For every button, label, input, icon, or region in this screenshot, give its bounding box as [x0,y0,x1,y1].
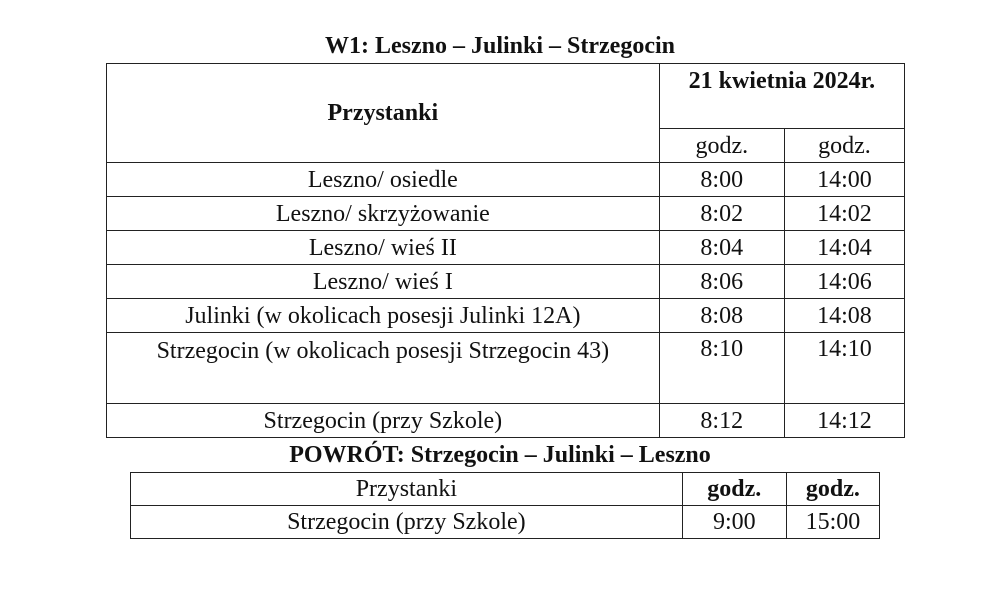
departure-time: 14:02 [784,197,904,231]
header-time-1: godz. [659,129,784,163]
departure-time: 15:00 [786,506,879,539]
departure-time: 9:00 [682,506,786,539]
departure-time: 8:10 [659,333,784,404]
departure-time: 8:12 [659,404,784,438]
stop-name: Strzegocin (w okolicach posesji Strzegocin 43) [107,333,660,404]
stop-name: Strzegocin (przy Szkole) [131,506,683,539]
return-timetable [130,472,880,539]
departure-time: 14:12 [784,404,904,438]
header-stops: Przystanki [107,64,660,163]
header-time-1: godz. [682,473,786,506]
table-row [107,231,905,265]
departure-time: 14:10 [784,333,904,404]
departure-time: 8:08 [659,299,784,333]
departure-time: 8:06 [659,265,784,299]
header-time-2: godz. [784,129,904,163]
stop-name: Julinki (w okolicach posesji Julinki 12A) [107,299,660,333]
departure-time: 14:06 [784,265,904,299]
departure-time: 14:04 [784,231,904,265]
table-row [107,299,905,333]
departure-time: 8:04 [659,231,784,265]
departure-time: 8:00 [659,163,784,197]
stop-name: Leszno/ wieś II [107,231,660,265]
stop-name: Strzegocin (przy Szkole) [107,404,660,438]
table-row [107,333,905,404]
return-title: POWRÓT: Strzegocin – Julinki – Leszno [289,442,711,468]
header-time-2: godz. [786,473,879,506]
table-row [131,506,880,539]
outbound-header-row [107,64,905,129]
departure-time: 8:02 [659,197,784,231]
stop-name: Leszno/ skrzyżowanie [107,197,660,231]
return-header-row [131,473,880,506]
table-row [107,404,905,438]
departure-time: 14:00 [784,163,904,197]
stop-name: Leszno/ osiedle [107,163,660,197]
header-date: 21 kwietnia 2024r. [659,64,904,129]
table-row [107,265,905,299]
outbound-timetable [106,63,905,438]
departure-time: 14:08 [784,299,904,333]
stop-name: Leszno/ wieś I [107,265,660,299]
outbound-title: W1: Leszno – Julinki – Strzegocin [324,33,675,59]
header-stops: Przystanki [131,473,683,506]
table-row [107,197,905,231]
table-row [107,163,905,197]
